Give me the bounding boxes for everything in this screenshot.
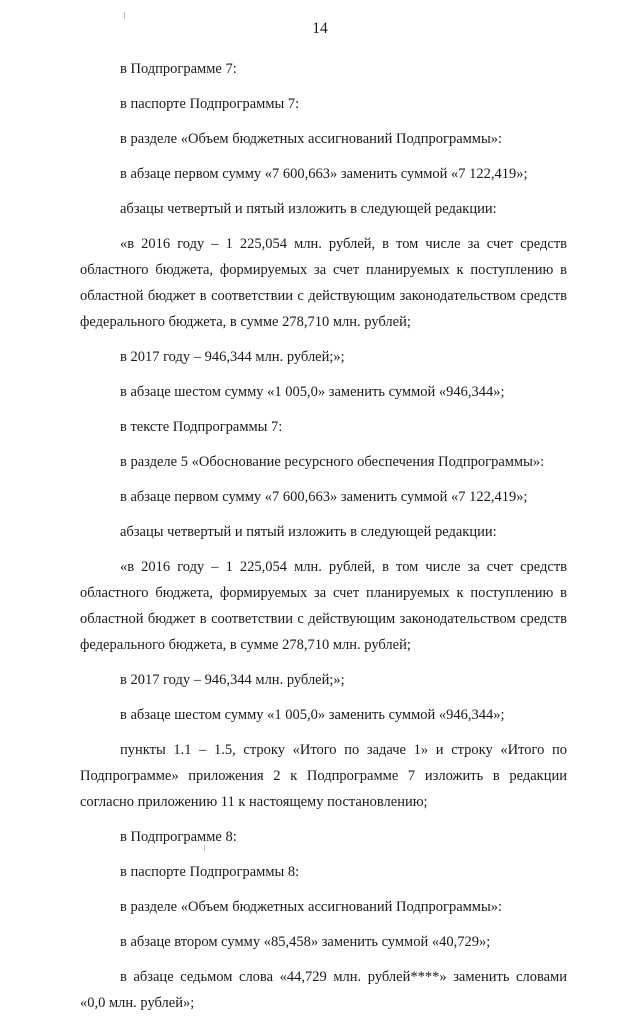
paragraph: пункты 1.1 – 1.5, строку «Итого по задаче 1» и строку «Итого по Подпрограмме» приложения 2 к Подпрограмме 7 изложить в редакции согласно приложению 11 к настоящему постановлению; xyxy=(80,742,567,810)
paragraph: в паспорте Подпрограммы 7: xyxy=(120,96,300,112)
paragraph: в тексте Подпрограммы 7: xyxy=(120,419,283,435)
paragraph: в абзаце первом сумму «7 600,663» заменить суммой «7 122,419»; xyxy=(120,166,528,182)
document-body xyxy=(80,56,567,1025)
paragraph: в разделе «Объем бюджетных ассигнований Подпрограммы»: xyxy=(120,899,502,915)
paragraph: абзацы четвертый и пятый изложить в следующей редакции: xyxy=(120,524,497,540)
paragraph: в абзаце первом сумму «7 600,663» заменить суммой «7 122,419»; xyxy=(120,489,528,505)
paragraph: в абзаце втором сумму «85,458» заменить суммой «40,729»; xyxy=(120,934,491,950)
paragraph: в абзаце шестом сумму «1 005,0» заменить суммой «946,344»; xyxy=(120,707,505,723)
scan-mark xyxy=(204,845,205,851)
paragraph: в Подпрограмме 8: xyxy=(120,829,237,845)
paragraph: «в 2016 году – 1 225,054 млн. рублей, в том числе за счет средств областного бюджета, формируемых за счет планируемых к поступлению в областной бюджет в соответствии с действующим законодательством средств федерального бюджета, в сумме 278,710 млн. рублей; xyxy=(80,236,567,330)
paragraph: в разделе «Объем бюджетных ассигнований Подпрограммы»: xyxy=(120,131,502,147)
paragraph: в 2017 году – 946,344 млн. рублей;»; xyxy=(120,672,345,688)
paragraph: в абзаце шестом сумму «1 005,0» заменить суммой «946,344»; xyxy=(120,384,505,400)
paragraph: в 2017 году – 946,344 млн. рублей;»; xyxy=(120,349,345,365)
paragraph: абзацы четвертый и пятый изложить в следующей редакции: xyxy=(120,201,497,217)
paragraph: в паспорте Подпрограммы 8: xyxy=(120,864,300,880)
page-number: 14 xyxy=(312,20,328,37)
paragraph: в разделе 5 «Обоснование ресурсного обеспечения Подпрограммы»: xyxy=(120,454,545,470)
paragraph: в абзаце седьмом слова «44,729 млн. рублей****» заменить словами «0,0 млн. рублей»; xyxy=(80,969,567,1011)
paragraph: в Подпрограмме 7: xyxy=(120,61,237,77)
scan-mark xyxy=(124,12,125,19)
paragraph: «в 2016 году – 1 225,054 млн. рублей, в том числе за счет средств областного бюджета, формируемых за счет планируемых к поступлению в областной бюджет в соответствии с действующим законодательством средств федерального бюджета, в сумме 278,710 млн. рублей; xyxy=(80,559,567,653)
